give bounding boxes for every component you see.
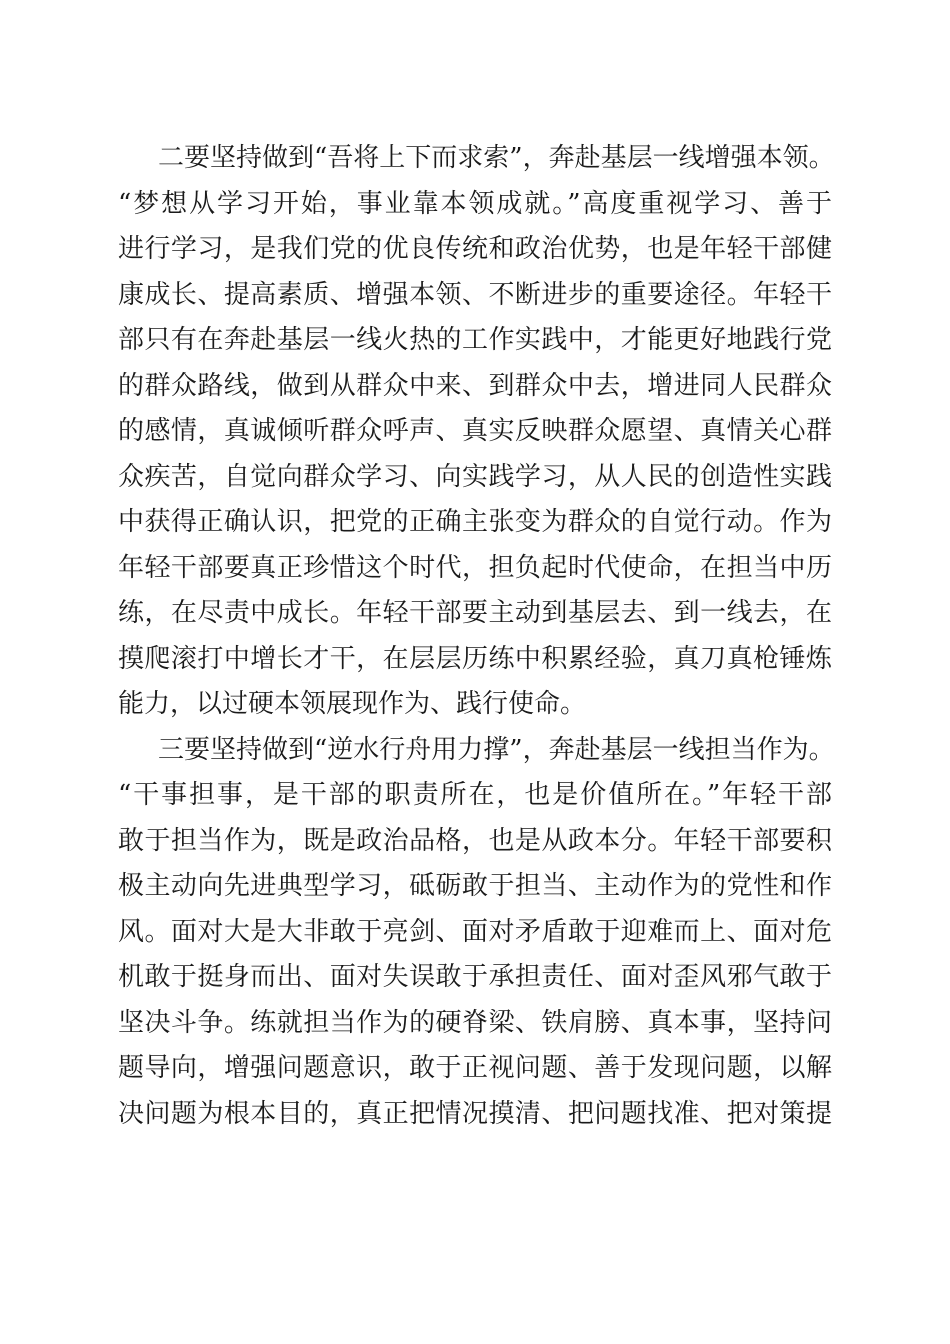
body-text [118,136,835,1137]
text-line: 三要坚持做到“逆水行舟用力撑”，奔赴基层一线担当作为。 [158,734,835,765]
text-line: 部只有在奔赴基层一线火热的工作实践中，才能更好地践行党 [118,325,832,355]
text-line: 敢于担当作为，既是政治品格，也是从政本分。年轻干部要积 [118,825,832,856]
text-line: “干事担事，是干部的职责所在，也是价值所在。”年轻干部 [118,780,832,810]
text-line: 中获得正确认识，把党的正确主张变为群众的自觉行动。作为 [118,507,832,537]
text-line: 摸爬滚打中增长才干，在层层历练中积累经验，真刀真枪锤炼 [118,643,832,674]
text-line: 的感情，真诚倾听群众呼声、真实反映群众愿望、真情关心群 [118,416,832,446]
text-line: 决问题为根本目的，真正把情况摸清、把问题找准、把对策提 [118,1098,832,1129]
text-line: 坚决斗争。练就担当作为的硬脊梁、铁肩膀、真本事，坚持问 [118,1007,832,1038]
paragraph-2 [118,136,835,728]
text-line: “梦想从学习开始，事业靠本领成就。”高度重视学习、善于 [118,188,832,219]
text-line: 进行学习，是我们党的优良传统和政治优势，也是年轻干部健 [118,234,832,264]
text-line: 的群众路线，做到从群众中来、到群众中去，增进同人民群众 [118,370,832,401]
text-line: 极主动向先进典型学习，砥砺敢于担当、主动作为的党性和作 [118,871,832,901]
text-line: 风。面对大是大非敢于亮剑、面对矛盾敢于迎难而上、面对危 [118,916,832,947]
text-line: 题导向，增强问题意识，敢于正视问题、善于发现问题，以解 [118,1053,832,1083]
paragraph-3 [118,728,835,1138]
text-line: 练，在尽责中成长。年轻干部要主动到基层去、到一线去，在 [118,598,832,628]
text-line: 机敢于挺身而出、面对失误敢于承担责任、面对歪风邪气敢于 [118,962,832,992]
text-line: 能力，以过硬本领展现作为、践行使命。 [118,689,587,719]
text-line: 二要坚持做到“吾将上下而求索”，奔赴基层一线增强本领。 [158,143,835,173]
text-line: 康成长、提高素质、增强本领、不断进步的重要途径。年轻干 [118,279,832,310]
text-line: 年轻干部要真正珍惜这个时代，担负起时代使命，在担当中历 [118,552,832,583]
text-line: 众疾苦，自觉向群众学习、向实践学习，从人民的创造性实践 [118,461,832,492]
